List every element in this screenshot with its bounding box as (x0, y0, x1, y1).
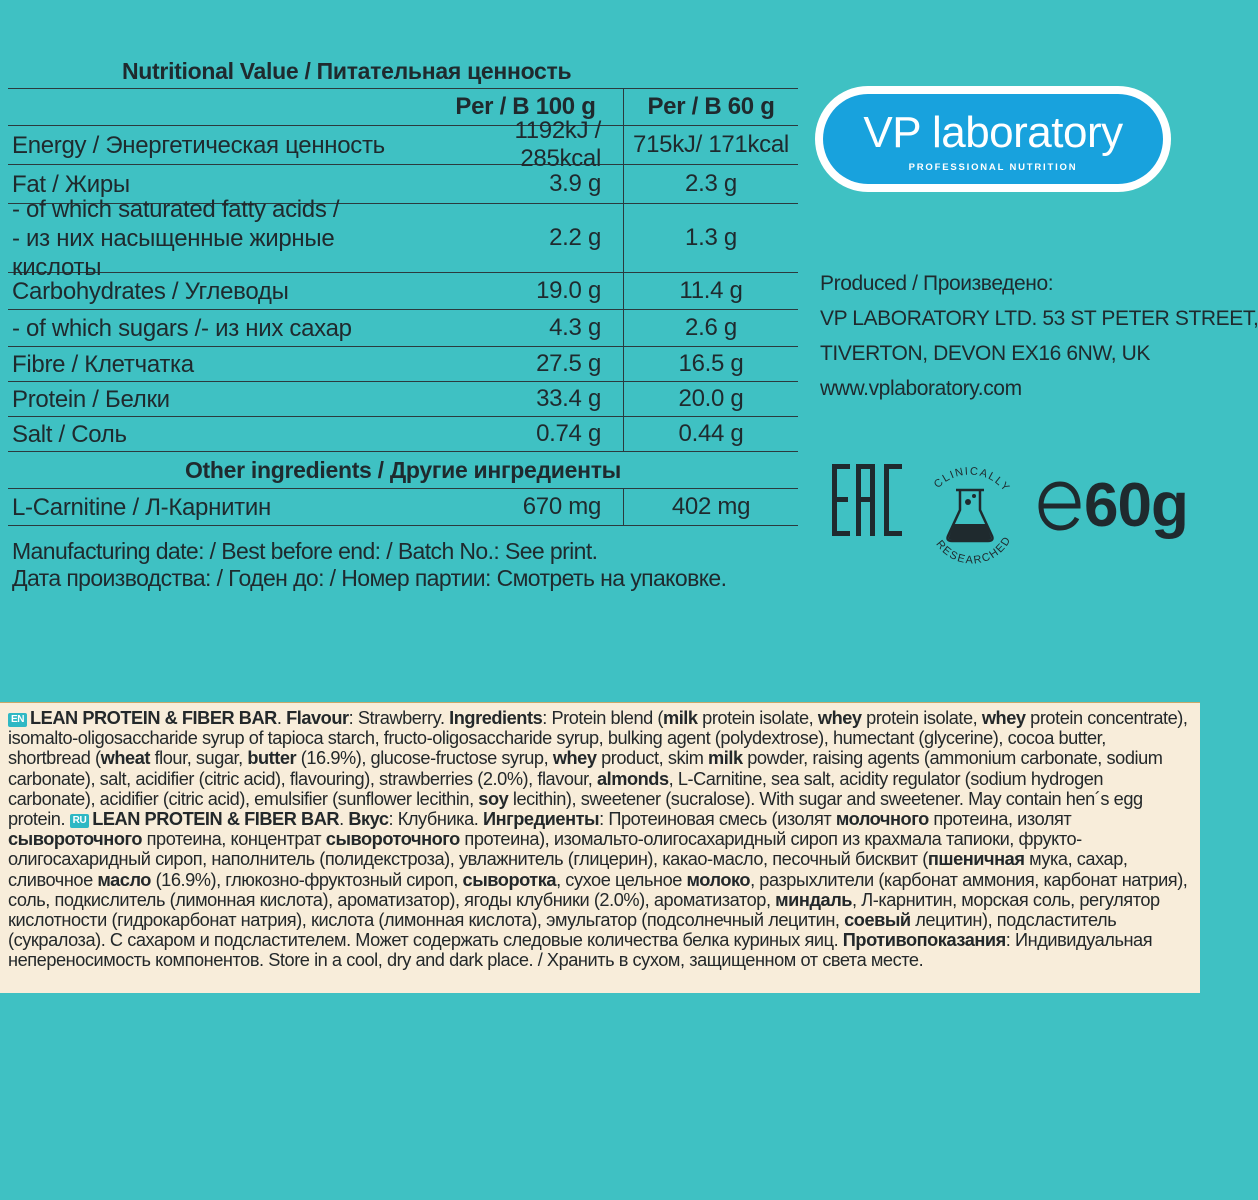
svg-text:CLINICALLY: CLINICALLY (931, 465, 1013, 495)
producer-address-1: VP LABORATORY LTD. 53 ST PETER STREET, (820, 307, 1258, 330)
certification-marks (832, 458, 1202, 578)
table-row-carnitine: L-Carnitine / Л-Карнитин 670 mg 402 mg (8, 489, 798, 526)
producer-info (820, 266, 1258, 406)
table-row-sugars: - of which sugars /- из них сахар 4.3 g 2.6 g (8, 310, 798, 347)
clinically-researched-icon (910, 458, 1030, 578)
producer-website: www.vplaboratory.com (820, 377, 1022, 400)
logo-tagline: PROFESSIONAL NUTRITION (908, 162, 1078, 173)
nutrition-grid (8, 88, 798, 526)
svg-text:RESEARCHED: RESEARCHED (933, 534, 1014, 567)
producer-address-2: TIVERTON, DEVON EX16 6NW, UK (820, 342, 1150, 365)
col-per-100g: Per / В 100 g (428, 89, 624, 125)
producer-heading: Produced / Произведено: (820, 272, 1054, 295)
table-row-protein: Protein / Белки 33.4 g 20.0 g (8, 382, 798, 417)
table-row-fibre: Fibre / Клетчатка 27.5 g 16.5 g (8, 347, 798, 382)
table-row-salt: Salt / Соль 0.74 g 0.44 g (8, 417, 798, 452)
estimated-sign-icon (1038, 478, 1082, 534)
logo-name: VP laboratory (863, 108, 1123, 157)
ingredients-panel: EN LEAN PROTEIN & FIBER BAR. Flavour: Strawberry. Ingredients: Protein blend (milk protein isolate, whey protein isolate, whey protein concentrate), isomalto-oligosaccharide syrup of tapioca starch, fructo-oligosaccharide syrup, bulking agent (polydextrose), humectant (glycerine), cocoa butter, shortbread (wheat flour, sugar, butter (16.9%), glucose-fructose syrup, whey product, skim milk powder, raising agents (ammonium carbonate, sodium carbonate), salt, acidifier (citric acid), flavouring), strawberries (2.0%), flavour, almonds, L-Carnitine, sea salt, acidity regulator (sodium hydrogen carbonate), acidifier (citric acid), emulsifier (sunflower lecithin, soy lecithin), sweetener (sucralose). With sugar and sweetener. May contain hen´s egg protein. RU LEAN PROTEIN & FIBER BAR. Вкус: Клубника. Ингредиенты: Протеиновая смесь (изолят молочного протеина, изолят сывороточного протеина, концентрат сывороточного протеина), изомальто-олигосахаридный сироп из крахмала тапиоки, фрукто-олигосахаридный сироп, наполнитель (полидекстроза), увлажнитель (глицерин), какао-масло, песочный бисквит (пшеничная мука, сахар, сливочное масло (16.9%), глюкозно-фруктозный сироп, сыворотка, сухое цельное молоко, разрыхлители (карбонат аммония, карбонат натрия), соль, подкислитель (лимонная кислота), ароматизатор), ягоды клубники (2.0%), ароматизатор, миндаль, Л-карнитин, морская соль, регулятор кислотности (гидрокарбонат натрия), кислота (лимонная кислота), эмульгатор (подсолнечный лецитин, соевый лецитин), подсластитель (сукралоза). С сахаром и подсластителем. Может содержать следовые количества белка куриных яиц. Противопоказания: Индивидуальная непереносимость компонентов. Store in a cool, dry and dark place. / Хранить в сухом, защищенном от света месте. (0, 703, 1200, 993)
net-weight: 60g (1084, 471, 1188, 540)
lang-tag-ru: RU (70, 814, 90, 828)
col-per-60g: Per / В 60 g (647, 93, 775, 120)
manufacturing-info: Manufacturing date: / Best before end: / Batch No.: See print. Дата производства: / Годен до: / Номер партии: Смотреть на упаковке. (12, 538, 727, 591)
table-row-fat: Fat / Жиры 3.9 g 2.3 g (8, 165, 798, 204)
eac-mark-icon (832, 460, 904, 540)
table-row-saturated: - of which saturated fatty acids / - из них насыщенные жирные кислоты 2.2 g 1.3 g (8, 204, 798, 273)
brand-logo (815, 86, 1171, 192)
other-ingredients-heading: Other ingredients / Другие ингредиенты (8, 452, 798, 489)
lang-tag-en: EN (8, 713, 27, 727)
table-row-carbohydrates: Carbohydrates / Углеводы 19.0 g 11.4 g (8, 273, 798, 310)
table-row-energy: Energy / Энергетическая ценность 1192kJ / 285kcal 715kJ/ 171kcal (8, 126, 798, 165)
nutrition-title: Nutritional Value / Питательная ценность (122, 58, 572, 84)
table-header-row (8, 89, 798, 126)
